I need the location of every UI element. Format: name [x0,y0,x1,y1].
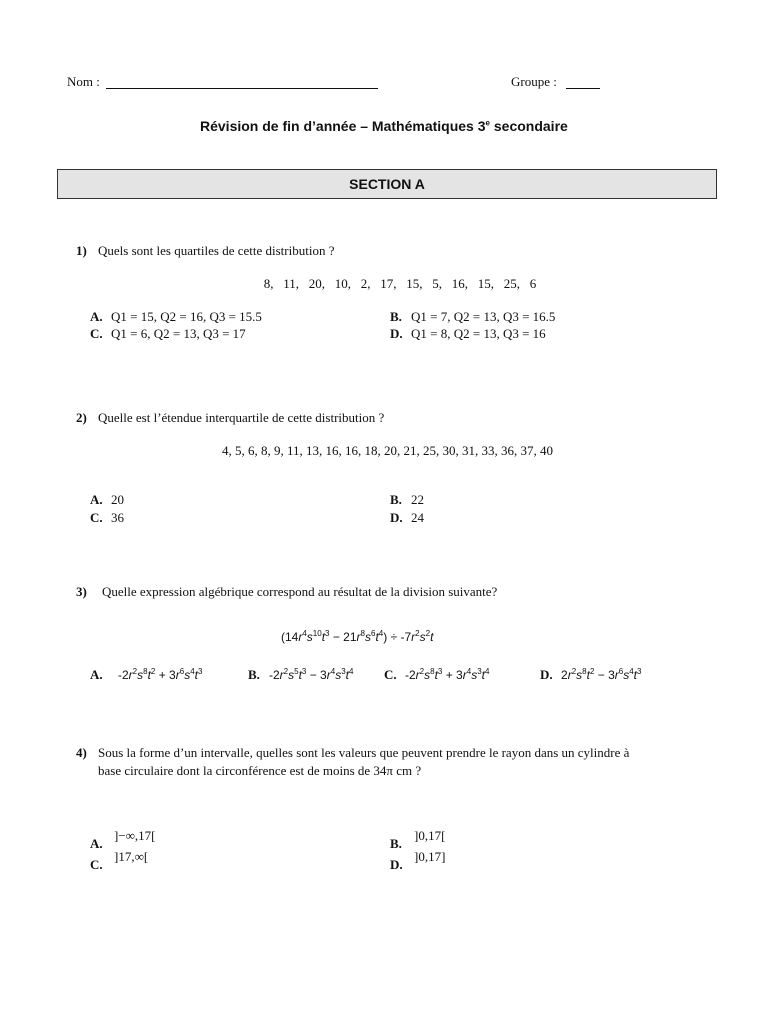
q1-text: Quels sont les quartiles de cette distribution ? [98,243,335,258]
page-title: Révision de fin d’année – Mathématiques 3e secondaire [200,118,568,134]
nom-line[interactable] [106,88,378,89]
q4-option-b[interactable]: ]0,17[ [414,828,446,843]
q3-option-c[interactable]: C. $-2r^2s^8t^3 + 3r^4s^3t^4$ [384,667,490,682]
q4-text-line2: base circulaire dont la circonférence est de moins de 34π cm ? [98,763,422,778]
q4-option-d[interactable]: ]0,17] [414,849,446,864]
q3-option-d[interactable]: D. $2r^2s^8t^2 - 3r^6s^4t^3$ [540,667,642,682]
q4-text-line1: Sous la forme d’un intervalle, quelles sont les valeurs que peuvent prendre le rayon dans un cylindre à [98,745,630,760]
q1-data: 8, 11, 20, 10, 2, 17, 15, 5, 16, 15, 25, 6 [263,276,537,291]
q3-division-expression: $(14r^4s^{10}t^3 - 21r^8s^6t^4) \div -7r^2s^2t$ [281,629,434,644]
section-a-header [57,169,717,199]
q1-option-a[interactable]: A. Q1 = 15, Q2 = 16, Q3 = 15.5 [90,309,262,324]
nom-label: Nom : [67,74,100,89]
q3-option-b[interactable]: B. $-2r^2s^5t^3 - 3r^4s^3t^4$ [248,667,354,682]
q2-data: 4, 5, 6, 8, 9, 11, 13, 16, 16, 18, 20, 21, 25, 30, 31, 33, 36, 37, 40 [221,443,554,458]
q4-number: 4) [76,745,87,760]
q3-number: 3) [76,584,87,599]
q2-option-c[interactable]: C. 36 [90,510,124,525]
q1-number: 1) [76,243,87,258]
q3-text: Quelle expression algébrique correspond au résultat de la division suivante? [102,584,498,599]
q4-option-c[interactable]: ]17,∞[ [114,849,149,864]
section-label: SECTION A [349,176,425,192]
q2-option-d[interactable]: D. 24 [390,510,424,525]
q4-option-d-letter[interactable]: D. [390,857,403,872]
groupe-label: Groupe : [511,74,557,89]
q2-option-a[interactable]: A. 20 [90,492,124,507]
q1-option-c[interactable]: C. Q1 = 6, Q2 = 13, Q3 = 17 [90,326,246,341]
q4-option-b-letter[interactable]: B. [390,836,402,851]
q4-option-a-letter[interactable]: A. [90,836,103,851]
q2-text: Quelle est l’étendue interquartile de cette distribution ? [98,410,385,425]
q2-option-b[interactable]: B. 22 [390,492,424,507]
q2-number: 2) [76,410,87,425]
q1-option-b[interactable]: B. Q1 = 7, Q2 = 13, Q3 = 16.5 [390,309,556,324]
q1-option-d[interactable]: D. Q1 = 8, Q2 = 13, Q3 = 16 [390,326,546,341]
q4-option-c-letter[interactable]: C. [90,857,103,872]
groupe-line[interactable] [566,88,600,89]
q3-option-a[interactable]: A. $-2r^2s^8t^2 + 3r^6s^4t^3$ [90,667,203,682]
q4-option-a[interactable]: ]−∞,17[ [114,828,156,843]
